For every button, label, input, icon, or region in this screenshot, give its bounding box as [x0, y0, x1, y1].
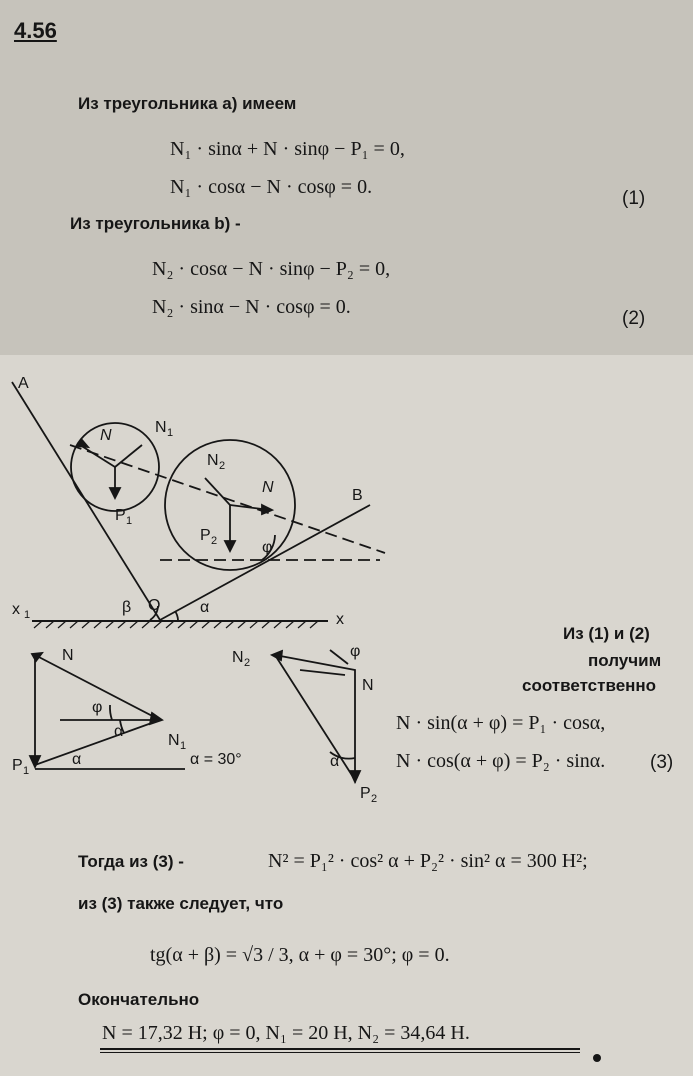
- label-beta: β: [122, 599, 132, 616]
- tri-b-label-n2-sub: 2: [244, 657, 251, 669]
- label-phi: φ: [262, 539, 273, 556]
- tri-a-label-n: N: [62, 647, 74, 664]
- triangle-b-n-arrow-line: [330, 650, 348, 664]
- alpha-angle-arc-figure: [175, 611, 178, 620]
- alpha-value: α = 30°: [190, 751, 242, 768]
- equation-2-line-2: N₂ · sinα − N · cosφ = 0.: [152, 296, 351, 318]
- tri-b-label-phi: φ: [350, 643, 361, 660]
- label-n-small: N: [100, 427, 112, 444]
- equation-3-line-1: N · sin(α + φ) = P₁ · cosα,: [396, 712, 606, 734]
- problem-number: 4.56: [14, 18, 57, 43]
- label-n2: N: [207, 452, 219, 469]
- p1-arrow-head: [110, 488, 120, 498]
- tri-b-label-p2-sub: 2: [371, 793, 378, 805]
- side-text-line-2: получим: [588, 651, 662, 670]
- final-underline-1: [100, 1048, 580, 1050]
- n2-vector-line: [205, 478, 230, 505]
- equation-tag-3: (3): [650, 752, 674, 773]
- incline-ob-line: [160, 505, 370, 620]
- end-dot: [593, 1054, 601, 1062]
- n1-vector-line: [115, 445, 142, 467]
- label-p1: P: [115, 507, 126, 524]
- tri-b-label-p2: P: [360, 785, 371, 802]
- triangle-a-n1-arrow: [150, 713, 162, 724]
- equation-tag-1: (1): [622, 188, 646, 209]
- equation-2-line-1: N₂ · cosα − N · sinφ − P₂ = 0,: [152, 258, 391, 280]
- label-x: x: [336, 611, 344, 628]
- label-x1: x: [12, 601, 20, 618]
- triangle-b-p2-arrow: [350, 771, 360, 782]
- triangle-a-p1-arrow: [30, 756, 40, 767]
- tri-a-label-n1: N: [168, 732, 180, 749]
- then-equation: N² = P₁² · cos² α + P₂² · sin² α = 300 Н²;: [268, 850, 588, 872]
- ground-hatching: [34, 621, 318, 628]
- label-n1: N: [155, 419, 167, 436]
- intro-triangle-b: Из треугольника b) -: [70, 214, 241, 233]
- label-n-large: N: [262, 479, 274, 496]
- intro-triangle-a: Из треугольника а) имеем: [78, 94, 297, 113]
- equation-3-line-2: N · cos(α + φ) = P₂ · sinα.: [396, 750, 606, 772]
- label-n2-sub: 2: [219, 460, 226, 472]
- label-n1-sub: 1: [167, 427, 174, 439]
- label-o: O: [148, 597, 161, 614]
- tg-equation: tg(α + β) = √3 / 3, α + φ = 30°; φ = 0.: [150, 944, 450, 966]
- label-p2: P: [200, 527, 211, 544]
- label-x1-sub: 1: [24, 609, 31, 621]
- label-p2-sub: 2: [211, 535, 218, 547]
- label-p1-sub: 1: [126, 515, 133, 527]
- n-arrow-head-large: [262, 505, 272, 514]
- tri-a-label-p1: P: [12, 757, 23, 774]
- label-a: A: [18, 375, 29, 392]
- side-text-line-3: соответственно: [522, 676, 657, 695]
- triangle-b-phi-line: [300, 670, 345, 675]
- label-alpha: α: [200, 599, 210, 616]
- tri-a-label-alpha-inner: α: [114, 723, 124, 740]
- tri-b-label-alpha: α: [330, 753, 340, 770]
- triangle-b-n2-arrow: [272, 651, 282, 660]
- final-underline-2: [100, 1052, 580, 1053]
- equation-1-line-1: N₁ · sinα + N · sinφ − P₁ = 0,: [170, 138, 405, 160]
- tri-a-label-alpha-base: α: [72, 751, 82, 768]
- center-dashed-line: [70, 445, 385, 553]
- tri-a-label-p1-sub: 1: [23, 765, 30, 777]
- side-text-line-1: Из (1) и (2): [563, 624, 650, 643]
- equation-tag-2: (2): [622, 308, 646, 329]
- also-label: из (3) также следует, что: [78, 894, 284, 913]
- p2-arrow-head: [225, 541, 235, 551]
- tri-b-label-n: N: [362, 677, 374, 694]
- triangle-a-phi-arc: [110, 705, 112, 720]
- final-answer: N = 17,32 Н; φ = 0, N₁ = 20 Н, N₂ = 34,64 Н.: [102, 1022, 470, 1044]
- force-triangle-b: [275, 655, 355, 780]
- n-vector-small: [80, 445, 115, 467]
- equation-1-line-2: N₁ · cosα − N · cosφ = 0.: [170, 176, 373, 198]
- tri-a-label-n1-sub: 1: [180, 740, 187, 752]
- tri-a-label-phi: φ: [92, 699, 103, 716]
- tri-b-label-n2: N: [232, 649, 244, 666]
- final-label: Окончательно: [78, 990, 200, 1009]
- then-label: Тогда из (3) -: [78, 852, 184, 871]
- label-b: B: [352, 487, 363, 504]
